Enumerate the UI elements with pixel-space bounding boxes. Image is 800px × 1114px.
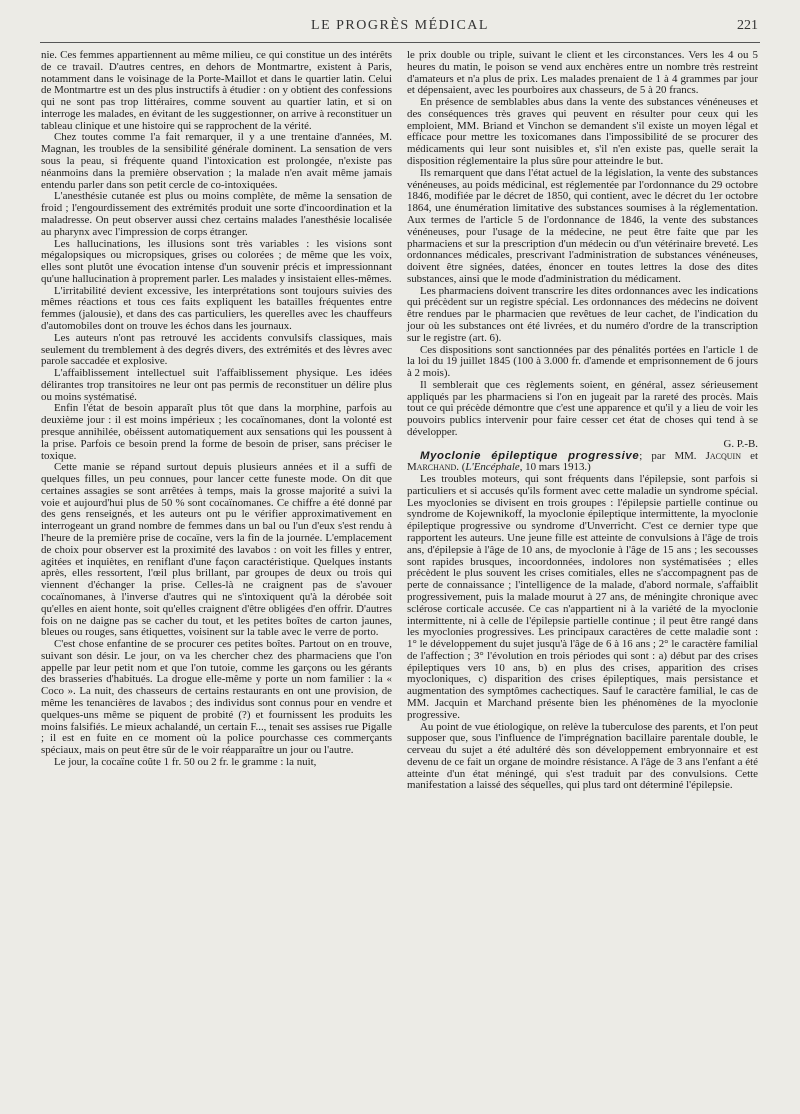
running-head <box>40 18 760 38</box>
paragraph: Cette manie se répand surtout depuis plusieurs années et il a suffi de quelques filles, un peu connues, pour lancer cette funeste mode. On dit que certaines assagies se sont arrêtées à temps, mais la grosse majorité a suivi la voie et aujourd'hui plus de 50 % sont cocaïnomanes. Ce chiffre a été donné par des gens renseignés, et les auteurs ont pu le vérifier approximativement en interrogeant un grand nombre de femmes dans un bal ou l'un d'eux s'est rendu à l'heure de la première prise de cocaïne, vers la fin de la journée. L'emplacement de choix pour observer est la proximité des lavabos : on voit les filles y entrer, agitées et inquiètes, en reniflant d'une façon caractéristique. Quelques instants après, elles ressortent, l'œil plus brillant, par groupes de deux ou trois qui viennent d'échanger la prise. Celles-là ne craignent pas de s'avouer cocaïnomanes, à l'inverse d'autres qui ne s'intoxiquent qu'à la dérobée soit qu'elles en aient honte, soit qu'elles craignent d'être obligées d'en offrir. D'autres fois on ne daigne pas se cacher du tout, et les petites boîtes de carton jaunes, bleues ou rouges, sans étiquettes, voisinent sur la table avec le verre de porto. <box>41 461 392 639</box>
header-rule <box>40 42 760 43</box>
paragraph: L'irritabilité devient excessive, les interprétations sont toujours suivies des mêmes réactions et tous ces faits expliquent les batailles fréquentes entre femmes (jalousie), et dans des cas particuliers, les querelles avec les chauffeurs d'automobiles dont on trouve les échos dans les journaux. <box>41 284 392 332</box>
paragraph: Les troubles moteurs, qui sont fréquents dans l'épilepsie, sont parfois si particuliers et si accusés qu'ils forment avec cette maladie un syndrome spécial. Les myoclonies se divisent en trois groupes : l'épilepsie partielle continue ou syndrome de Kojewnikoff, la myoclonie épileptique intermittente, la myoclonie épileptique progressive ou syndrome d'Unverricht. C'est ce dernier type que rapportent les auteurs. Une jeune fille est atteinte de convulsions à l'âge de trois ans, d'épilepsie à l'âge de 10 ans, de myoclonie à l'âge de 15 ans ; les secousses sont rapides brusques, incoordonnées, indolores non systématisées ; elles précèdent le plus souvent les crises comitiales, elles ne s'accompagnent pas de perte de connaissance ; l'intelligence de la malade, d'abord normale, s'affaiblit progressivement, puis la malade mourut à 27 ans, de méningite chronique avec sclérose corticale accusée. Ce cas n'appartient ni à la variété de la myoclonie intermittente, ni à celle de l'épilepsie partielle continue ; il peut être rangé dans les myoclonies progressives. Les principaux caractères de cette maladie sont : 1° le développement du sujet jusqu'à l'âge de 6 à 16 ans ; 2° le caractère familial de l'affection ; 3° l'évolution en trois périodes qui sont : a) début par des crises épileptiques vers 10 ans, b) en plus des crises, apparition des crises myocloniques, c) disparition des crises épileptiques, mais persistance et augmentation des symptômes cachectiques. Sauf le caractère familial, le cas de MM. Jacquin et Marchand présente bien les phénomènes de la myoclonie progressive. <box>407 473 758 721</box>
paragraph: Au point de vue étiologique, on relève la tuberculose des parents, et l'on peut supposer que, sous l'influence de l'imprégnation bacillaire parentale double, le cerveau du sujet a été adultéré dès son développement embryonnaire et est devenu de ce fait un organe de moindre résistance. A l'âge de 3 ans l'enfant a été atteinte d'un état méningé, qui s'est traduit par des convulsions. Cette manifestation a laissé des séquelles, qui plus tard ont déterminé l'épilepsie. <box>407 720 758 792</box>
paragraph: Les hallucinations, les illusions sont très variables : les visions sont mégalopsiques ou micropsiques, grises ou colorées ; de même que les voix, elles sont plutôt une évocation intense d'un souvenir précis et impressionnant qu'une hallucination à proprement parler. Les malades y insistaient elles-mêmes. <box>41 237 392 285</box>
journal-title: LE PROGRÈS MÉDICAL <box>311 18 489 33</box>
signature: G. P.-B. <box>723 437 758 450</box>
paragraph: Enfin l'état de besoin apparaît plus tôt que dans la morphine, parfois au deuxième jour : il est moins impérieux ; les cocaïnomanes, dont la volonté est presque annihilée, obéissent automatiquement aux sensations qui les poussent à la prise. Parfois ce besoin prend la forme de besoin de priser, sans préciser le toxique. <box>41 402 392 462</box>
paragraph: Les auteurs n'ont pas retrouvé les accidents convulsifs classiques, mais seulement du tremblement à des degrés divers, des extrémités et des lèvres avec parole saccadée et explosive. <box>41 331 392 368</box>
paragraph: Le jour, la cocaïne coûte 1 fr. 50 ou 2 fr. le gramme : la nuit, <box>54 755 317 768</box>
journal-source: L'Encéphale <box>465 461 520 474</box>
right-column <box>407 50 758 792</box>
paragraph: Ces dispositions sont sanctionnées par des pénalités portées en l'article 1 de la loi du 19 juillet 1845 (100 à 3.000 fr. d'amende et emprisonnement de 6 jours à 2 mois). <box>407 343 758 380</box>
left-column <box>41 50 392 769</box>
paragraph: le prix double ou triple, suivant le client et les circonstances. Vers les 4 ou 5 heures du matin, le poison se vend aux enchères entre un nombre très restreint d'amateurs et n'a plus de prix. Les malades prenaient de 1 à 4 grammes par jour et dépensaient, avec les pourboires aux chasseurs, de 5 à 20 francs. <box>407 49 758 97</box>
paragraph: L'affaiblissement intellectuel suit l'affaiblissement physique. Les idées délirantes trop transitoires ne leur ont pas permis de reconstituer un délire plus ou moins systématisé. <box>41 367 392 403</box>
authors-prefix: ; par MM. <box>639 449 697 462</box>
author-name: Jacquin <box>705 449 741 462</box>
article-heading: Myoclonie épileptique progressive; par MM. Jacquin et Marchand. (L'Encéphale, 10 mars 1913.) <box>407 449 758 474</box>
paragraph: Il semblerait que ces règlements soient, en général, assez sérieusement appliqués par les pharmaciens si l'on en jugeait par la rareté des procès. Mais tout ce qui précède démontre que c'est une apparence et qu'il y a lieu de voir les pouvoirs publics intervenir pour faire cesser cet état de choses qui tend à se développer. <box>407 378 758 438</box>
article-title: Myoclonie épileptique progressive <box>420 449 640 462</box>
paragraph: Ils remarquent que dans l'état actuel de la législation, la vente des substances vénéneuses, au poids médicinal, est réglementée par l'ordonnance du 29 octobre 1846, modifiée par le décret de 1850, qui contient, avec le décret du 1er octobre 1864, une énumération limitative des substances soumises à la réglementation. Aux termes de l'article 5 de l'ordonnance de 1846, la vente des substances vénéneuses, pour l'usage de la médecine, ne peut être faite que par les pharmaciens et sur la prescription d'un médecin ou d'un vétérinaire breveté. Les ordonnances médicales, prescrivant l'administration de substances vénéneuses, doivent être signées, datées, énoncer en toutes lettres la dose des dites substances, ainsi que le mode d'administration du médicament. <box>407 166 758 285</box>
paragraph: Chez toutes comme l'a fait remarquer, il y a une trentaine d'années, M. Magnan, les troubles de la sensibilité générale dominent. La sensation de vers sous la peau, si fréquente quand l'intoxication est prolongée, n'existe pas néanmoins dans la première observation ; la malade n'en avait même jamais entendu parler dans son petit cercle de co-intoxiquées. <box>41 131 392 191</box>
conjunction: et <box>750 449 758 462</box>
author-name: Marchand <box>407 461 457 474</box>
publication-date: , 10 mars 1913.) <box>519 461 591 474</box>
paragraph: Les pharmaciens doivent transcrire les dites ordonnances avec les indications qui précèdent sur un registre spécial. Les ordonnances des médecins ne doivent être rendues par le pharmacien que revêtues de leur cachet, de l'indication du jour où les substances ont été livrées, et du numéro d'ordre de la transcription sur le registre (art. 6). <box>407 284 758 344</box>
page-number: 221 <box>737 18 758 33</box>
paragraph: C'est chose enfantine de se procurer ces petites boîtes. Partout on en trouve, suivant son désir. Le jour, on va les chercher chez des pharmaciens que l'on appelle par leur petit nom et que l'on tutoie, comme les garçons ou les gérants des brasseries d'habitués. La drogue elle-même y porte un nom familier : la « Coco ». La nuit, des chasseurs de certains restaurants en ont une provision, de même les tenancières de lavabos ; des individus sont connus pour en vendre et quelques-uns même se piquent de probité (?) et fournissent les produits les moins falsifiés. Le mieux achalandé, un certain F..., tenait ses assises rue Pigalle ; il est en fuite en ce moment où la police pourchasse ces commerçants spéciaux, mais on peut être sûr de le voir réapparaître un jour ou l'autre. <box>41 638 392 757</box>
paragraph: nie. Ces femmes appartiennent au même milieu, ce qui constitue un des intérêts de ce travail. D'autres centres, en dehors de Montmartre, existent à Paris, notamment dans le voisinage de la Porte-Maillot et dans le quartier latin. Celui de Montmartre est un des plus instructifs à étudier : on y obtient des confessions qui ne sont pas trop littéraires, comme souvent au quartier latin, et si on interroge les malades, en évitant de les suggestionner, on arrive à reconstituer un tableau clinique et une histoire qui se rapprochent de la vérité. <box>41 49 392 132</box>
paragraph: L'anesthésie cutanée est plus ou moins complète, de même la sensation de froid ; l'engourdissement des extrémités produit une sorte d'incoordination et la maladresse. On peut observer aussi chez certains malades l'anesthésie localisée au pharynx avec l'impression de corps étranger. <box>41 190 392 238</box>
paragraph: En présence de semblables abus dans la vente des substances vénéneuses et des conséquences très graves qui peuvent en résulter pour ceux qui les emploient, MM. Briand et Vinchon se demandent s'il existe un moyen légal et efficace pour mettre les toxicomanes dans l'impossibilité de se procurer des médicaments qui leur sont nuisibles et, s'il n'en existe pas, quelle serait la disposition réglementaire la plus sûre pour atteindre le but. <box>407 96 758 168</box>
